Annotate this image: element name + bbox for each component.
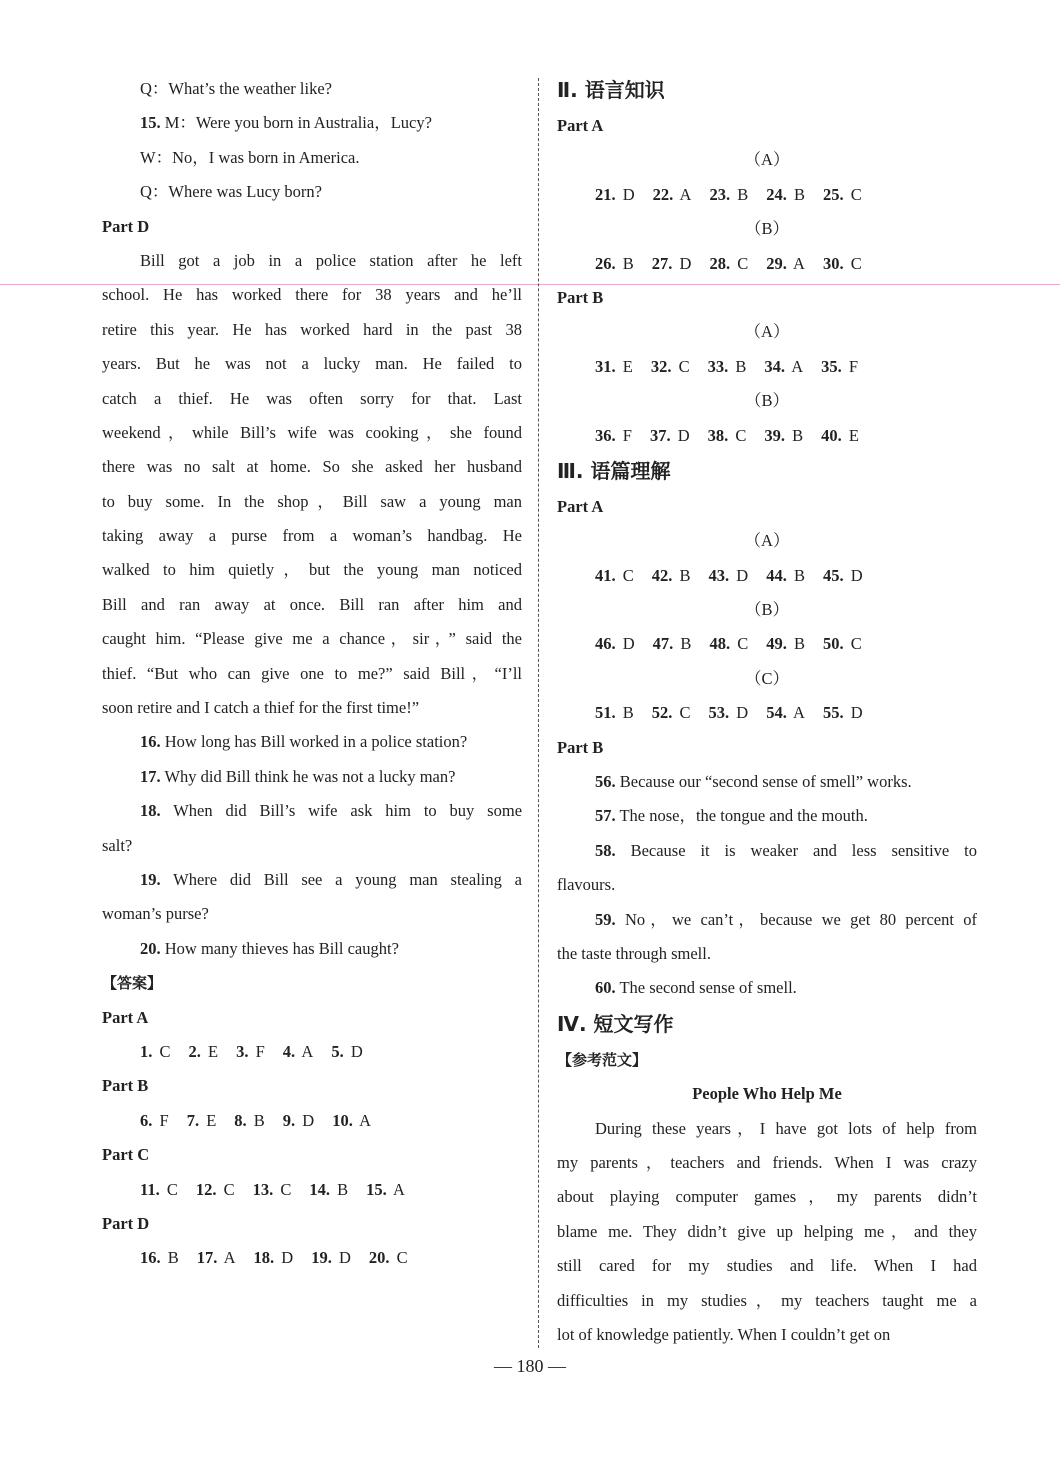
answer-item: 32. C	[650, 356, 690, 376]
answer-row	[557, 178, 977, 212]
text-line: lot of knowledge patiently. When I couldn’t get on	[557, 1324, 891, 1344]
answer-heading: 【答案】	[102, 974, 163, 993]
answer-item: 49. B	[766, 634, 805, 654]
sec2-part-b-heading: Part B	[557, 287, 604, 307]
answer-item: 14. B	[309, 1179, 349, 1199]
sample-essay	[557, 1112, 977, 1353]
answer-item: 41. C	[595, 565, 634, 585]
answer-row	[102, 1173, 522, 1207]
answer-item: 40. E	[821, 425, 859, 445]
answer-58-cont: flavours.	[557, 875, 616, 895]
answer-item: 1. C	[140, 1041, 171, 1061]
subsection-a: （A）	[744, 322, 790, 342]
answer-item: 10. A	[332, 1110, 371, 1130]
answer-item: 26. B	[595, 253, 634, 273]
answer-item: 13. C	[252, 1179, 292, 1199]
section-4-title: Ⅳ. 短文写作	[557, 1011, 674, 1036]
answer-59-cont: the taste through smell.	[557, 943, 711, 963]
text-line: there was no salt at home. So she asked her husband	[102, 457, 522, 477]
text-line: school. He has worked there for 38 years and he’ll	[102, 285, 522, 305]
text-line: Bill got a job in a police station after he left	[140, 250, 522, 270]
answer-item: 9. D	[282, 1110, 315, 1130]
subsection-b: （B）	[744, 219, 789, 239]
section-2-title: Ⅱ. 语言知识	[557, 78, 665, 102]
answer-item: 33. B	[707, 356, 747, 376]
text-line: about playing computer games，my parents didn’t	[557, 1187, 977, 1207]
question-16: 16. How long has Bill worked in a police station?	[140, 732, 468, 752]
sample-essay-tag: 【参考范文】	[557, 1050, 648, 1069]
question-weather: Q：What’s the weather like?	[140, 79, 332, 98]
answer-item: 27. D	[651, 253, 692, 273]
answer-item: 51. B	[595, 703, 634, 723]
answer-item: 46. D	[595, 634, 635, 654]
right-column	[557, 72, 977, 1352]
text-line: During these years，I have got lots of help from	[595, 1118, 977, 1138]
answer-item: 36. F	[595, 425, 632, 445]
answer-item: 12. C	[195, 1179, 235, 1199]
answer-item: 25. C	[822, 184, 862, 204]
essay-title: People Who Help Me	[692, 1084, 842, 1104]
answer-item: 53. D	[708, 703, 749, 723]
section-3-title: Ⅲ. 语篇理解	[557, 458, 671, 483]
question-18-cont: salt?	[102, 835, 133, 855]
answer-item: 4. A	[282, 1041, 314, 1061]
question-18: 18. When did Bill’s wife ask him to buy some	[140, 801, 522, 821]
answer-56: 56. Because our “second sense of smell” works.	[595, 772, 912, 792]
text-line: weekend，while Bill’s wife was cooking，she found	[102, 422, 522, 442]
text-line: difficulties in my studies，my teachers taught me a	[557, 1290, 977, 1310]
answer-item: 23. B	[709, 184, 749, 204]
answer-item: 39. B	[764, 425, 804, 445]
answer-item: 48. C	[709, 634, 749, 654]
item-15-woman: W：No，I was born in America.	[140, 147, 360, 167]
answer-item: 45. D	[822, 565, 863, 585]
answer-57: 57. The nose，the tongue and the mouth.	[595, 806, 868, 826]
left-column	[102, 72, 522, 1276]
answer-row	[557, 696, 977, 730]
subsection-b: （B）	[744, 600, 789, 620]
question-19-cont: woman’s purse?	[102, 904, 209, 924]
answer-item: 55. D	[822, 703, 863, 723]
answer-row	[557, 627, 977, 661]
subsection-a: （A）	[744, 531, 790, 551]
answer-row	[557, 247, 977, 281]
text-line: years. But he was not a lucky man. He failed to	[102, 354, 522, 374]
answer-row	[557, 350, 977, 384]
answer-row	[102, 1035, 522, 1069]
column-divider	[538, 78, 539, 1348]
answer-item: 11. C	[140, 1179, 178, 1199]
page-number: — 180 —	[494, 1356, 566, 1376]
answer-row	[102, 1104, 522, 1138]
text-line: catch a thief. He was often sorry for that. Last	[102, 388, 522, 408]
text-line: caught him. “Please give me a chance，sir，” said the	[102, 629, 522, 649]
sec3-part-a-heading: Part A	[557, 496, 604, 516]
answer-item: 17. A	[196, 1248, 236, 1268]
answer-item: 29. A	[766, 253, 805, 273]
item-15-man: 15. M：Were you born in Australia，Lucy?	[140, 113, 432, 133]
sec2-part-a-heading: Part A	[557, 116, 604, 135]
answer-item: 7. E	[186, 1110, 217, 1130]
answer-item: 31. E	[595, 356, 633, 376]
answer-item: 3. F	[236, 1041, 265, 1061]
answer-item: 43. D	[708, 565, 749, 585]
question-19: 19. Where did Bill see a young man stealing a	[140, 869, 522, 889]
answer-item: 16. B	[140, 1248, 179, 1268]
answer-item: 42. B	[651, 565, 691, 585]
answer-item: 15. A	[366, 1179, 405, 1199]
question-20: 20. How many thieves has Bill caught?	[140, 938, 399, 958]
answer-item: 44. B	[766, 565, 805, 585]
answer-item: 22. A	[652, 184, 692, 204]
text-line: soon retire and I catch a thief for the first time!”	[102, 698, 420, 718]
answer-item: 2. E	[188, 1041, 219, 1061]
subsection-a: （A）	[744, 150, 790, 170]
answer-row	[102, 1241, 522, 1275]
answer-item: 47. B	[652, 634, 692, 654]
text-line: to buy some. In the shop，Bill saw a young man	[102, 491, 522, 511]
item-15-question: Q：Where was Lucy born?	[140, 182, 322, 202]
answer-item: 5. D	[331, 1041, 363, 1061]
answer-item: 35. F	[821, 356, 859, 376]
answer-item: 52. C	[651, 703, 691, 723]
text-line: taking away a purse from a woman’s handbag. He	[102, 526, 522, 546]
answer-60: 60. The second sense of smell.	[595, 978, 797, 998]
answer-part-a-heading: Part A	[102, 1007, 149, 1027]
answer-item: 24. B	[766, 184, 805, 204]
text-line: thief. “But who can give one to me?” said Bill，“I’ll	[102, 663, 522, 683]
answer-item: 30. C	[822, 253, 862, 273]
answer-part-d-heading: Part D	[102, 1213, 150, 1233]
text-line: Bill and ran away at once. Bill ran after him and	[102, 594, 522, 614]
subsection-c: （C）	[744, 668, 789, 688]
answer-item: 54. A	[766, 703, 805, 723]
answer-row	[557, 419, 977, 453]
answer-item: 20. C	[368, 1248, 408, 1268]
answer-item: 37. D	[649, 425, 690, 445]
answer-item: 50. C	[822, 634, 862, 654]
answer-item: 21. D	[595, 184, 635, 204]
answer-part-c-heading: Part C	[102, 1145, 150, 1165]
answer-item: 28. C	[709, 253, 749, 273]
answer-part-b-heading: Part B	[102, 1076, 149, 1096]
answer-item: 34. A	[764, 356, 804, 376]
text-line: retire this year. He has worked hard in the past 38	[102, 319, 522, 339]
answer-59: 59. No，we can’t，because we get 80 percent of	[595, 909, 977, 929]
subsection-b: （B）	[744, 391, 789, 411]
answer-58: 58. Because it is weaker and less sensitive to	[595, 840, 977, 860]
answer-row	[557, 559, 977, 593]
text-line: walked to him quietly，but the young man noticed	[102, 560, 522, 580]
text-line: my parents，teachers and friends. When I was crazy	[557, 1152, 977, 1172]
answer-item: 8. B	[234, 1110, 265, 1130]
text-line: blame me. They didn’t give up helping me，and they	[557, 1221, 977, 1241]
answer-item: 19. D	[311, 1248, 351, 1268]
sec3-part-b-heading: Part B	[557, 737, 604, 757]
part-d-heading: Part D	[102, 216, 150, 236]
listening-passage	[102, 244, 522, 725]
answer-item: 18. D	[253, 1248, 294, 1268]
question-17: 17. Why did Bill think he was not a lucky man?	[140, 766, 456, 786]
answer-item: 6. F	[140, 1110, 169, 1130]
answer-item: 38. C	[707, 425, 747, 445]
text-line: still cared for my studies and life. When I had	[557, 1256, 977, 1276]
